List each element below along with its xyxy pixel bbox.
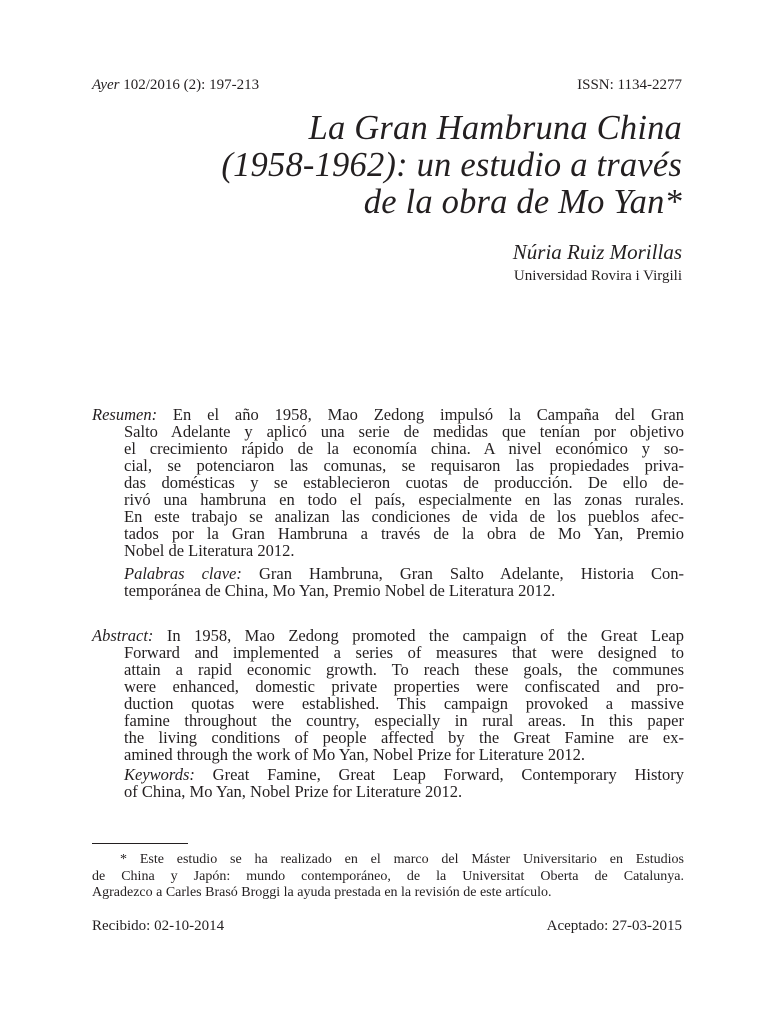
resumen-line-1: Resumen: En el año 1958, Mao Zedong impulsó la Campaña del Gran — [92, 405, 684, 424]
abstract-line: Forward and implemented a series of measures that were designed to — [124, 643, 684, 662]
abstract-line: amined through the work of Mo Yan, Nobel Prize for Literature 2012. — [124, 745, 585, 764]
abstract-line: were enhanced, domestic private properties were confiscated and pro- — [124, 677, 684, 696]
journal-volume: 102/2016 (2): 197-213 — [119, 77, 260, 93]
abstract-line-1: Abstract: In 1958, Mao Zedong promoted the campaign of the Great Leap — [92, 626, 684, 645]
resumen-line: el crecimiento rápido de la economía china. A nivel económico y so- — [124, 439, 684, 458]
resumen-line: das domésticas y se establecieron cuotas de producción. De ello de- — [124, 473, 684, 492]
resumen-line: Nobel de Literatura 2012. — [124, 541, 295, 560]
title-line: (1958-1962): un estudio a través — [221, 146, 682, 184]
resumen-line: cial, se potenciaron las comunas, se requisaron las propiedades priva- — [124, 456, 684, 475]
abstract-label: Abstract: — [92, 626, 154, 645]
title-line: de la obra de Mo Yan* — [363, 183, 682, 221]
footnote-line: de China y Japón: mundo contemporáneo, de la Universitat Oberta de Catalunya. — [92, 868, 684, 884]
palabras-clave-label: Palabras clave: — [124, 564, 242, 583]
author-affiliation: Universidad Rovira i Virgili — [513, 268, 682, 284]
abstract-line: duction quotas were established. This campaign provoked a massive — [124, 694, 684, 713]
footnote-line: * Este estudio se ha realizado en el marco del Máster Universitario en Estudios — [120, 852, 684, 867]
journal-name: Ayer — [92, 77, 120, 93]
keywords-line: of China, Mo Yan, Nobel Prize for Literature 2012. — [124, 782, 463, 801]
resumen-line: Salto Adelante y aplicó una serie de medidas que tenían por objetivo — [124, 422, 684, 441]
footnote — [92, 852, 684, 902]
abstract-line: the living conditions of people affected by the Great Famine are ex- — [124, 728, 684, 747]
accepted-date: Aceptado: 27-03-2015 — [546, 918, 682, 934]
abstract-line: attain a rapid economic growth. To reach these goals, the communes — [124, 660, 684, 679]
issn: ISSN: 1134-2277 — [577, 77, 682, 93]
abstract-paragraph — [92, 627, 684, 763]
palabras-line-1: Palabras clave: Gran Hambruna, Gran Salto Adelante, Historia Con- — [124, 564, 684, 583]
resumen-line: tados por la Gran Hambruna a través de la obra de Mo Yan, Premio — [124, 524, 684, 543]
resumen-paragraph — [92, 406, 684, 559]
palabras-clave-paragraph — [92, 565, 684, 599]
author-name: Núria Ruiz Morillas — [512, 240, 682, 264]
abstract-line: famine throughout the country, especially in rural areas. In this paper — [124, 711, 684, 730]
keywords-line-1: Keywords: Great Famine, Great Leap Forward, Contemporary History — [124, 765, 684, 784]
footnote-line: Agradezco a Carles Brasó Broggi la ayuda prestada en la revisión de este artículo. — [92, 885, 552, 900]
article-title — [82, 110, 682, 221]
palabras-line: temporánea de China, Mo Yan, Premio Nobel de Literatura 2012. — [124, 581, 556, 600]
keywords-paragraph — [92, 766, 684, 800]
resumen-line: En este trabajo se analizan las condiciones de vida de los pueblos afec- — [124, 507, 684, 526]
resumen-line: rivó una hambruna en todo el país, especialmente en las zonas rurales. — [124, 490, 684, 509]
title-line: La Gran Hambruna China — [308, 109, 682, 147]
resumen-label: Resumen: — [92, 405, 158, 424]
keywords-label: Keywords: — [124, 765, 195, 784]
journal-citation — [92, 77, 259, 94]
received-date: Recibido: 02-10-2014 — [92, 918, 225, 934]
footnote-rule — [92, 843, 188, 844]
